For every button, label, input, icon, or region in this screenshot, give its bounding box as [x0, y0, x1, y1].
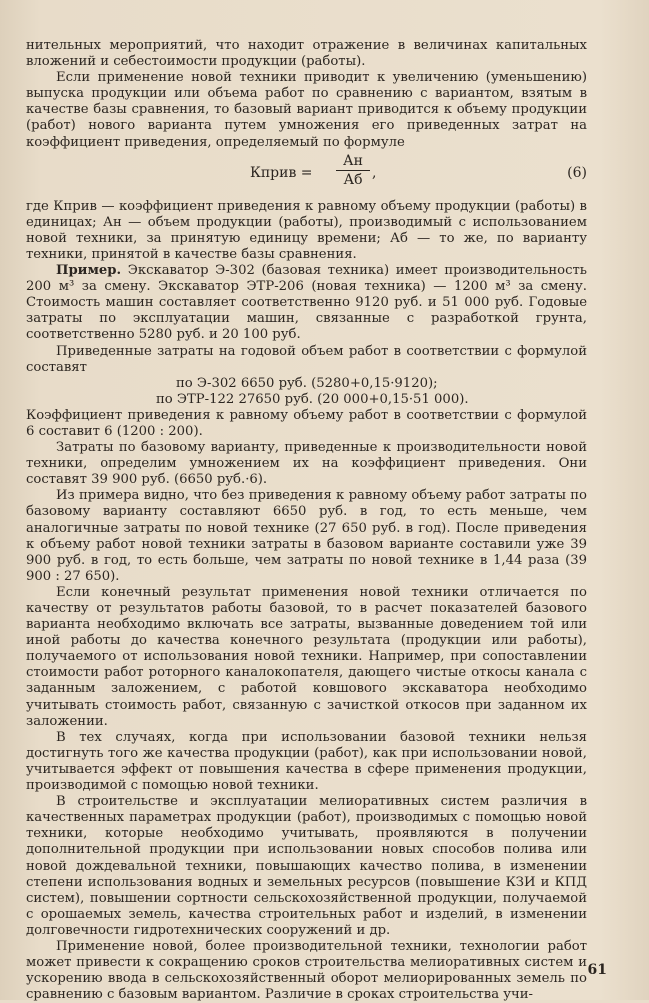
- body-text: [26, 38, 587, 1003]
- formula-lhs: Кприв =: [250, 164, 313, 181]
- example-text: Экскаватор Э-302 (базовая техника) имеет производительность 200 м³ за смену. Экскаватор ЭТР-206 (новая техника) — 1200 м³ за смену. Стоимость машин составляет соответственно 9120 руб. и 51 000 руб. Годовые затраты по эксплуатации машин, связанные с разработкой грунта, соответственно 5280 руб. и 20 100 руб.: [26, 263, 587, 343]
- paragraph: Если применение новой техники приводит к увеличению (уменьшению) выпуска продукции или объема работ по сравнению с вариантом, взятым в качестве базы сравнения, то базовый вариант приводится к объему продукции (работ) нового варианта путем умножения его приведенных затрат на коэффициент приведения, определяемый по формуле: [26, 70, 587, 150]
- paragraph: [26, 263, 587, 343]
- formula-fraction: [336, 153, 370, 188]
- formula-denominator: Аб: [343, 171, 363, 188]
- paragraph: Приведенные затраты на годовой объем работ в соответствии с формулой составят: [26, 343, 587, 375]
- paragraph: Коэффициент приведения к равному объему работ в соответствии с формулой 6 составит 6 (1200 : 200).: [26, 407, 587, 439]
- example-label: Пример.: [56, 263, 122, 279]
- formula: [26, 151, 587, 199]
- formula-number: (6): [567, 164, 587, 181]
- paragraph: В строительстве и эксплуатации мелиоративных систем различия в качественных параметрах продукции (работ), производимых с помощью новой техники, которые необходимо учитывать, проявляются в получении дополнительной продукции при использовании новых способов полива или новой дождевальной техники, повышающих качество полива, в изменении степени использования водных и земельных ресурсов (повышение КЗИ и КПД систем), повышении сортности сельскохозяйственной продукции, получаемой с орошаемых земель, качества строительных работ и изделий, в изменении долговечности гидротехнических сооружений и др.: [26, 794, 587, 938]
- paragraph: Применение новой, более производительной техники, технологии работ может привести к сокращению сроков строительства мелиоративных систем и ускорению ввода в сельскохозяйственный оборот мелиорированных земель по сравнению с базовым вариантом. Различие в сроках строительства учи-: [26, 938, 587, 1003]
- calculation-line: по Э-302 6650 руб. (5280+0,15·9120);: [176, 375, 438, 391]
- paragraph: Из примера видно, что без приведения к равному объему работ затраты по базовому варианту составляют 6650 руб. в год, то есть меньше, чем аналогичные затраты по новой технике (27 650 руб. в год). После приведения к объему работ новой техники затраты в базовом варианте составили уже 39 900 руб. в год, то есть больше, чем затраты по новой технике в 1,44 раза (39 900 : 27 650).: [26, 488, 587, 584]
- paragraph: Если конечный результат применения новой техники отличается по качеству от результатов работы базовой, то в расчет показателей базового варианта необходимо включать все затраты, вызванные доведением той или иной работы до качества конечного результата (продукции или работы), получаемого от использования новой техники. Например, при сопоставлении стоимости работ роторного каналокопателя, дающего чистые откосы канала с заданным заложением, с работой ковшового экскаватора необходимо учитывать стоимость работ, связанную с зачисткой откосов при заданном их заложении.: [26, 584, 587, 729]
- paragraph: В тех случаях, когда при использовании базовой техники нельзя достигнуть того же качества продукции (работ), как при использовании новой, учитывается эффект от повышения качества в сфере применения продукции, производимой с помощью новой техники.: [26, 729, 587, 794]
- formula-numerator: Ан: [336, 153, 370, 171]
- paragraph: где Кприв — коэффициент приведения к равному объему продукции (работы) в единицах; Ан — объем продукции (работы), производимый с использованием новой техники, за принятую единицу времени; Аб — то же, по варианту техники, принятой в качестве базы сравнения.: [26, 198, 587, 262]
- calculation-line: по ЭТР-122 27650 руб. (20 000+0,15·51 000).: [156, 391, 469, 407]
- paragraph: нительных мероприятий, что находит отражение в величинах капитальных вложений и себестоимости продукции (работы).: [26, 38, 587, 70]
- paragraph: Затраты по базовому варианту, приведенные к производительности новой техники, определим умножением их на коэффициент приведения. Они составят 39 900 руб. (6650 руб.·6).: [26, 440, 587, 488]
- formula-comma: ,: [372, 164, 377, 181]
- page-number: 61: [587, 962, 607, 978]
